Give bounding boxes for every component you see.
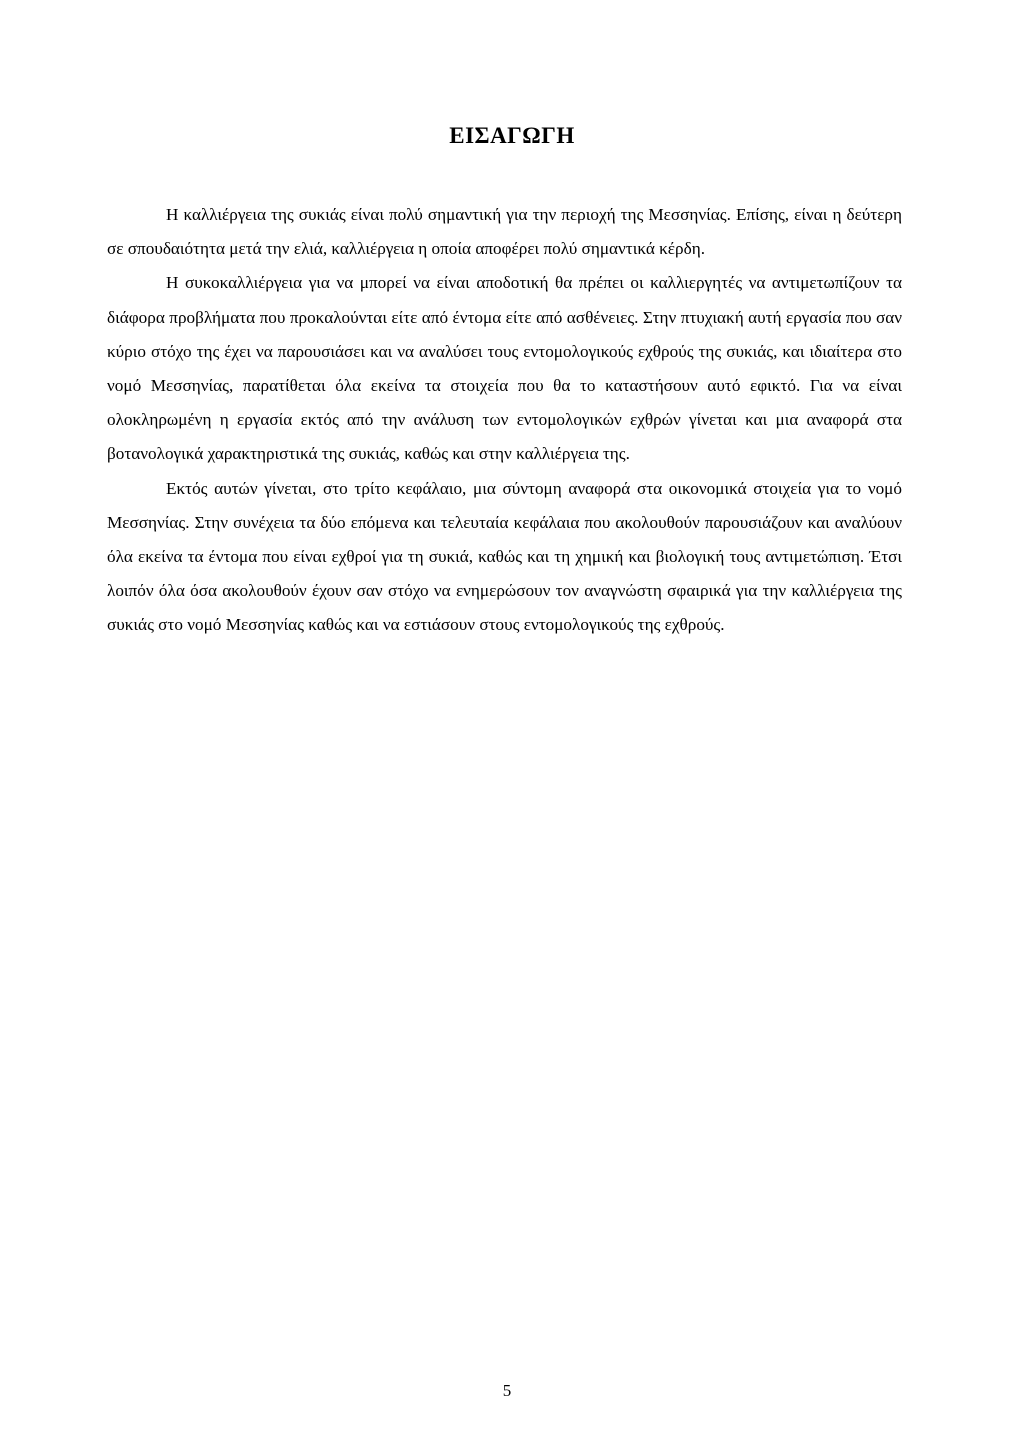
paragraph-1: Η καλλιέργεια της συκιάς είναι πολύ σημαντική για την περιοχή της Μεσσηνίας. Επίσης, είναι η δεύτερη σε σπουδαιότητα μετά την ελιά, καλλιέργεια η οποία αποφέρει πολύ σημαντικά κέρδη. xyxy=(107,205,902,259)
paragraph-2: Η συκοκαλλιέργεια για να μπορεί να είναι αποδοτική θα πρέπει οι καλλιεργητές να αντιμετωπίζουν τα διάφορα προβλήματα που προκαλούνται είτε από έντομα είτε από ασθένειες. Στην πτυχιακή αυτή εργασία που σαν κύριο στόχο της έχει να παρουσιάσει και να αναλύσει τους εντομολογικούς εχθρούς της συκιάς, και ιδιαίτερα στο νομό Μεσσηνίας, παρατίθεται όλα εκείνα τα στοιχεία που θα το καταστήσουν αυτό εφικτό. Για να είναι ολοκληρωμένη η εργασία εκτός από την ανάλυση των εντομολογικών εχθρών γίνεται και μια αναφορά στα βοτανολογικά χαρακτηριστικά της συκιάς, καθώς και στην καλλιέργεια της. xyxy=(107,273,902,464)
paragraph-3: Εκτός αυτών γίνεται, στο τρίτο κεφάλαιο, μια σύντομη αναφορά στα οικονομικά στοιχεία για το νομό Μεσσηνίας. Στην συνέχεια τα δύο επόμενα και τελευταία κεφάλαια που ακολουθούν παρουσιάζουν και αναλύουν όλα εκείνα τα έντομα που είναι εχθροί για τη συκιά, καθώς και τη χημική και βιολογική τους αντιμετώπιση. Έτσι λοιπόν όλα όσα ακολουθούν έχουν σαν στόχο να ενημερώσουν τον αναγνώστη σφαιρικά για την καλλιέργεια της συκιάς στο νομό Μεσσηνίας καθώς και να εστιάσουν στους εντομολογικούς της εχθρούς. xyxy=(107,478,902,635)
page-number: 5 xyxy=(502,1381,512,1400)
page-title: ΕΙΣΑΓΩΓΗ xyxy=(449,123,575,148)
body-text xyxy=(107,198,902,643)
